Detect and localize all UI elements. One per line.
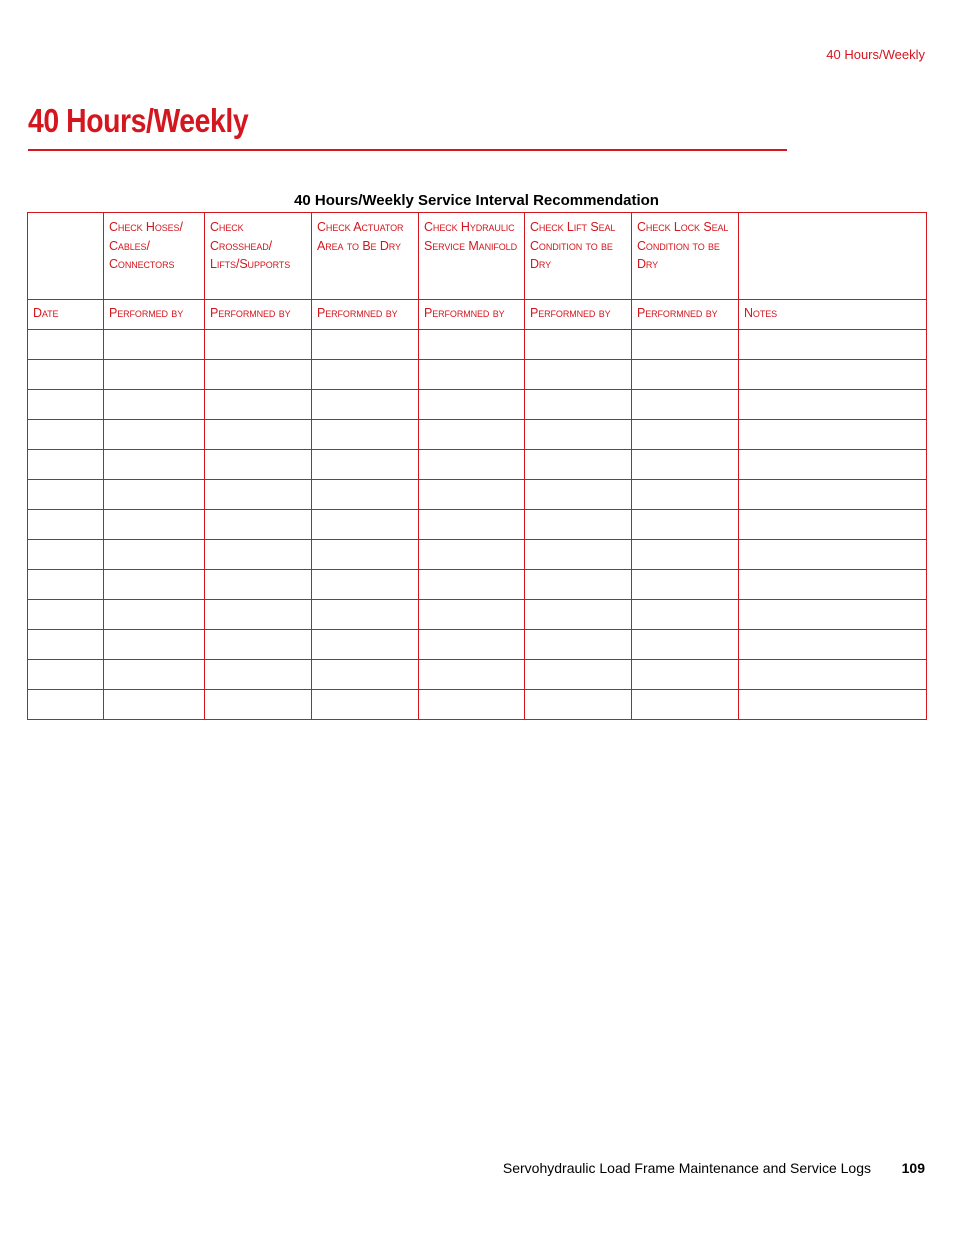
log-entry-cell[interactable] [525, 570, 632, 600]
log-entry-cell[interactable] [28, 600, 104, 630]
log-entry-cell[interactable] [104, 630, 205, 660]
log-entry-cell[interactable] [739, 540, 927, 570]
log-entry-cell[interactable] [525, 540, 632, 570]
log-entry-cell[interactable] [28, 390, 104, 420]
log-entry-cell[interactable] [632, 450, 739, 480]
table-row [28, 630, 927, 660]
log-entry-cell[interactable] [632, 390, 739, 420]
table-row [28, 450, 927, 480]
log-entry-cell[interactable] [525, 450, 632, 480]
task-header-cell [739, 213, 927, 300]
table-caption: 40 Hours/Weekly Service Interval Recommendation [294, 192, 659, 209]
log-entry-cell[interactable] [739, 360, 927, 390]
task-header-cell: Check Lock Seal Condition to be Dry [632, 213, 739, 300]
log-entry-cell[interactable] [28, 510, 104, 540]
task-header-cell [28, 213, 104, 300]
log-entry-cell[interactable] [632, 540, 739, 570]
log-entry-cell[interactable] [525, 510, 632, 540]
log-entry-cell[interactable] [312, 390, 419, 420]
title-rule [28, 149, 787, 151]
service-log-table [27, 212, 927, 720]
log-entry-cell[interactable] [525, 600, 632, 630]
log-entry-cell[interactable] [104, 390, 205, 420]
log-entry-cell[interactable] [312, 660, 419, 690]
log-entry-cell[interactable] [312, 600, 419, 630]
table-row [28, 420, 927, 450]
log-entry-cell[interactable] [312, 570, 419, 600]
table-row [28, 330, 927, 360]
log-entry-cell[interactable] [525, 360, 632, 390]
log-entry-cell[interactable] [525, 330, 632, 360]
task-header-cell: Check Crosshead/ Lifts/Supports [205, 213, 312, 300]
log-entry-cell[interactable] [739, 570, 927, 600]
log-entry-cell[interactable] [739, 330, 927, 360]
task-header-cell: Check Lift Seal Condition to be Dry [525, 213, 632, 300]
column-header-performed-by: Performned by [312, 300, 419, 330]
log-entry-cell[interactable] [419, 570, 525, 600]
log-entry-cell[interactable] [104, 690, 205, 720]
log-entry-cell[interactable] [419, 630, 525, 660]
log-entry-cell[interactable] [419, 690, 525, 720]
table-row [28, 570, 927, 600]
log-entry-cell[interactable] [419, 600, 525, 630]
task-header-cell: Check Actuator Area to Be Dry [312, 213, 419, 300]
log-entry-cell[interactable] [739, 600, 927, 630]
log-entry-cell[interactable] [632, 690, 739, 720]
log-entry-cell[interactable] [739, 390, 927, 420]
log-entry-cell[interactable] [104, 540, 205, 570]
column-header-performed-by: Performned by [205, 300, 312, 330]
log-entry-cell[interactable] [739, 450, 927, 480]
log-entry-cell[interactable] [104, 660, 205, 690]
log-entry-cell[interactable] [104, 330, 205, 360]
page-number: 109 [901, 1160, 925, 1176]
task-header-cell: Check Hoses/ Cables/ Connectors [104, 213, 205, 300]
log-entry-cell[interactable] [419, 480, 525, 510]
log-entry-cell[interactable] [632, 600, 739, 630]
log-entry-cell[interactable] [739, 480, 927, 510]
column-header-performed-by: Performned by [525, 300, 632, 330]
footer-document-title: Servohydraulic Load Frame Maintenance and Service Logs [502, 1160, 871, 1176]
log-entry-cell[interactable] [632, 510, 739, 540]
table-row [28, 480, 927, 510]
column-header-notes: Notes [739, 300, 927, 330]
running-header: 40 Hours/Weekly [826, 47, 925, 62]
column-header-performed-by: Performned by [632, 300, 739, 330]
table-row [28, 360, 927, 390]
log-entry-cell[interactable] [205, 690, 312, 720]
log-entry-cell[interactable] [632, 660, 739, 690]
log-entry-cell[interactable] [205, 360, 312, 390]
log-entry-cell[interactable] [104, 420, 205, 450]
log-entry-cell[interactable] [419, 390, 525, 420]
log-entry-cell[interactable] [312, 450, 419, 480]
log-entry-cell[interactable] [419, 660, 525, 690]
log-entry-cell[interactable] [28, 540, 104, 570]
log-entry-cell[interactable] [632, 330, 739, 360]
log-entry-cell[interactable] [312, 480, 419, 510]
log-entry-cell[interactable] [525, 390, 632, 420]
log-entry-cell[interactable] [419, 510, 525, 540]
page-title: 40 Hours/Weekly [28, 102, 249, 139]
column-header-date: Date [28, 300, 104, 330]
log-entry-cell[interactable] [104, 360, 205, 390]
log-entry-cell[interactable] [739, 690, 927, 720]
log-entry-cell[interactable] [739, 510, 927, 540]
log-entry-cell[interactable] [28, 360, 104, 390]
log-entry-cell[interactable] [312, 630, 419, 660]
log-entry-cell[interactable] [632, 630, 739, 660]
log-entry-cell[interactable] [28, 690, 104, 720]
log-entry-cell[interactable] [104, 450, 205, 480]
log-entry-cell[interactable] [28, 660, 104, 690]
log-entry-cell[interactable] [28, 330, 104, 360]
log-entry-cell[interactable] [632, 570, 739, 600]
table-row [28, 390, 927, 420]
log-entry-cell[interactable] [312, 540, 419, 570]
log-entry-cell[interactable] [205, 540, 312, 570]
log-entry-cell[interactable] [205, 480, 312, 510]
task-header-row [28, 213, 927, 300]
log-entry-cell[interactable] [205, 600, 312, 630]
log-entry-cell[interactable] [205, 450, 312, 480]
log-entry-cell[interactable] [525, 420, 632, 450]
log-entry-cell[interactable] [28, 630, 104, 660]
log-entry-cell[interactable] [419, 420, 525, 450]
log-entry-cell[interactable] [28, 570, 104, 600]
log-entry-cell[interactable] [312, 420, 419, 450]
log-entry-cell[interactable] [312, 510, 419, 540]
task-header-cell: Check Hydraulic Service Manifold [419, 213, 525, 300]
log-entry-cell[interactable] [205, 330, 312, 360]
table-row [28, 600, 927, 630]
log-entry-cell[interactable] [104, 600, 205, 630]
log-entry-cell[interactable] [28, 480, 104, 510]
log-entry-cell[interactable] [205, 420, 312, 450]
column-header-row [28, 300, 927, 330]
log-entry-cell[interactable] [419, 540, 525, 570]
log-entry-cell[interactable] [525, 660, 632, 690]
log-entry-cell[interactable] [28, 420, 104, 450]
log-entry-cell[interactable] [104, 570, 205, 600]
log-entry-cell[interactable] [312, 360, 419, 390]
log-entry-cell[interactable] [419, 360, 525, 390]
log-entry-cell[interactable] [205, 390, 312, 420]
log-entry-cell[interactable] [525, 480, 632, 510]
log-entry-cell[interactable] [525, 630, 632, 660]
column-header-performed-by: Performed by [104, 300, 205, 330]
log-entry-cell[interactable] [104, 480, 205, 510]
log-entry-cell[interactable] [739, 420, 927, 450]
log-entry-cell[interactable] [312, 690, 419, 720]
log-entry-cell[interactable] [205, 570, 312, 600]
log-entry-cell[interactable] [28, 450, 104, 480]
log-entry-cell[interactable] [525, 690, 632, 720]
log-entry-cell[interactable] [419, 450, 525, 480]
log-entry-cell[interactable] [632, 360, 739, 390]
log-entry-cell[interactable] [739, 660, 927, 690]
log-entry-cell[interactable] [632, 420, 739, 450]
log-entry-cell[interactable] [205, 660, 312, 690]
table-row [28, 660, 927, 690]
table-row [28, 510, 927, 540]
log-entry-cell[interactable] [632, 480, 739, 510]
column-header-performed-by: Performned by [419, 300, 525, 330]
log-entry-cell[interactable] [205, 630, 312, 660]
log-entry-cell[interactable] [104, 510, 205, 540]
log-entry-cell[interactable] [739, 630, 927, 660]
table-row [28, 690, 927, 720]
log-entry-cell[interactable] [419, 330, 525, 360]
log-entry-cell[interactable] [205, 510, 312, 540]
log-entry-cell[interactable] [312, 330, 419, 360]
table-row [28, 540, 927, 570]
